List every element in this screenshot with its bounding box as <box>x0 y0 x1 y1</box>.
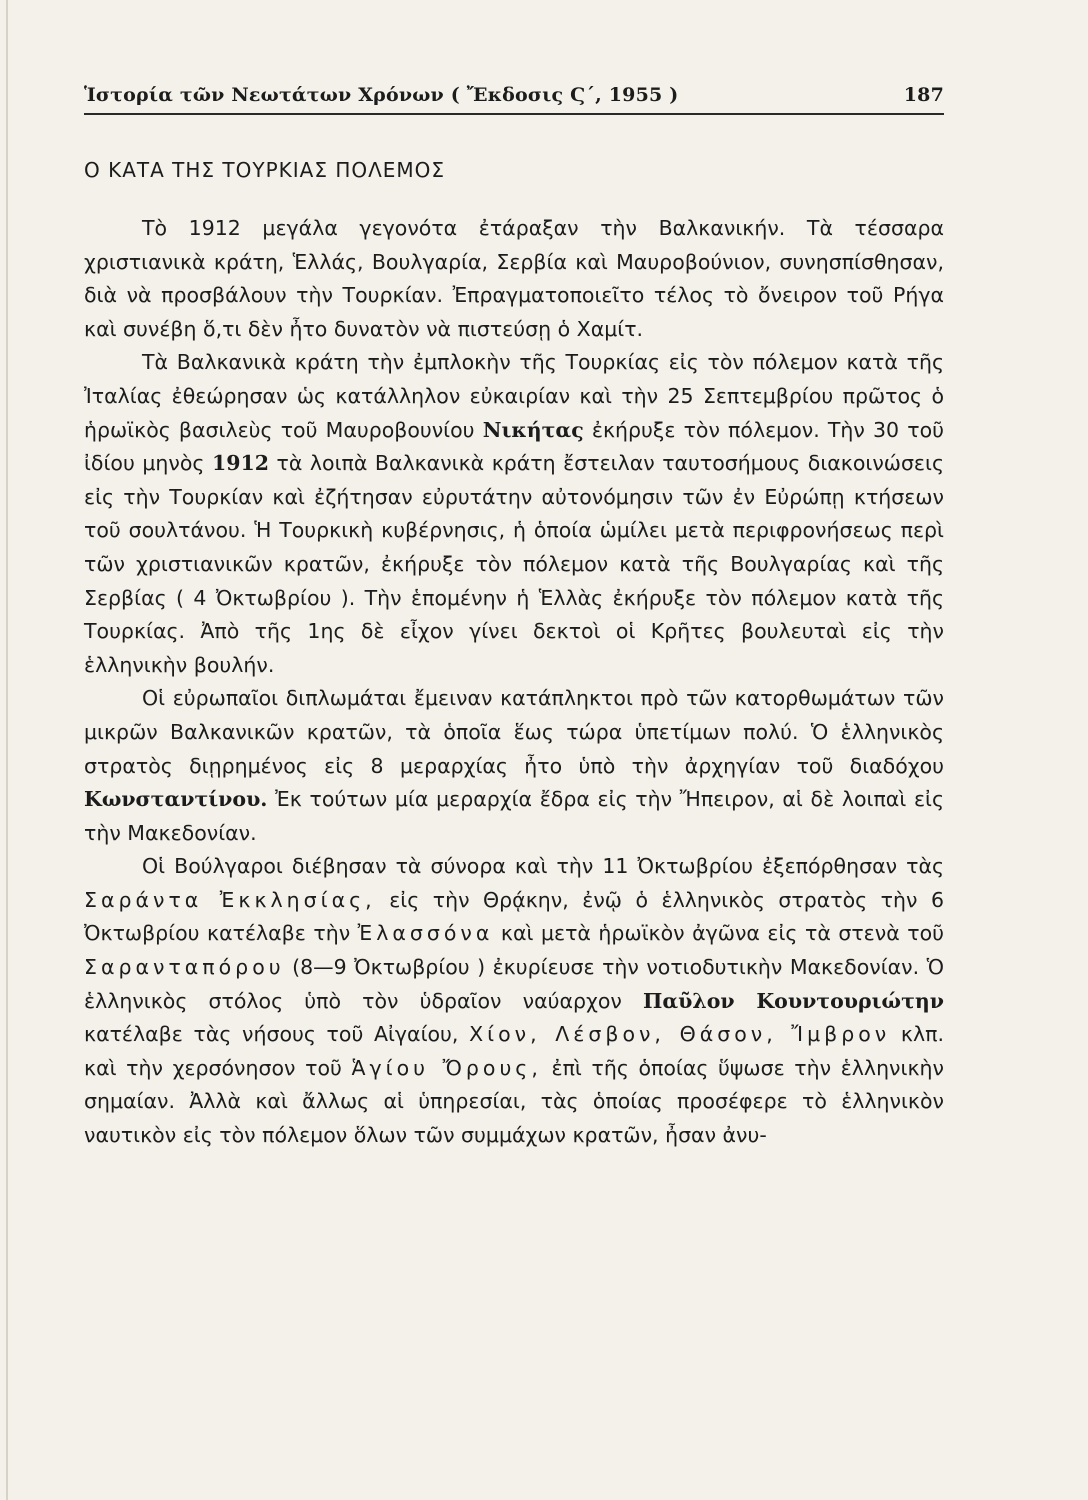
spaced-place-sarantaporo: Σαρανταπόρου <box>84 955 285 980</box>
paragraph-3: Οἱ εὐρωπαῖοι διπλωμάται ἔμειναν κατάπληκτοι πρὸ τῶν κατορθωμάτων τῶν μικρῶν Βαλκανικῶν κρατῶν, τὰ ὁποῖα ἕως τώρα ὑπετίμων πολύ. Ὁ ἑλληνικὸς στρατὸς διῃρημένος εἰς 8 μεραρχίας ἦτο ὑπὸ τὴν ἀρχηγίαν τοῦ διαδόχου Κωνσταντίνου. Ἐκ τούτων μία μεραρχία ἔδρα εἰς τὴν Ἤπειρον, αἱ δὲ λοιπαὶ εἰς τὴν Μακεδονίαν. <box>84 686 944 845</box>
running-title: Ἱστορία τῶν Νεωτάτων Χρόνων ( Ἔκδοσις Ϛ΄, 1955 ) <box>84 84 679 106</box>
body-text <box>84 212 944 1153</box>
bold-name-konstantinos: Κωνσταντίνου. <box>84 787 268 812</box>
bold-year: 1912 <box>211 451 269 476</box>
page-edge-shadow <box>6 0 8 1500</box>
spaced-islands: Χίον, Λέσβον, Θάσον, Ἴμβρον <box>469 1022 891 1047</box>
spaced-agion-oros: Ἁγίου Ὄρους, <box>351 1055 542 1080</box>
bold-name-kountouriotis: Παῦλον Κουντουριώτην <box>642 988 944 1013</box>
spaced-place-elassona: Ἐλασσόνα <box>357 921 494 946</box>
paragraph-2: Τὰ Βαλκανικὰ κράτη τὴν ἐμπλοκὴν τῆς Τουρκίας εἰς τὸν πόλεμον κατὰ τῆς Ἰταλίας ἐθεώρησαν ὡς κατάλληλον εὐκαιρίαν καὶ τὴν 25 Σεπτεμβρίου πρῶτος ὁ ἡρωϊκὸς βασιλεὺς τοῦ Μαυροβουνίου Νικήτας ἐκήρυξε τὸν πόλεμον. Τὴν 30 τοῦ ἰδίου μηνὸς 1912 τὰ λοιπὰ Βαλκανικὰ κράτη ἔστειλαν ταυτοσήμους διακοινώσεις εἰς τὴν Τουρκίαν καὶ ἐζήτησαν εὐρυτάτην αὐτονόμησιν τῶν ἐν Εὐρώπῃ κτήσεων τοῦ σουλτάνου. Ἡ Τουρκικὴ κυβέρνησις, ἡ ὁποία ὡμίλει μετὰ περιφρονήσεως περὶ τῶν χριστιανικῶν κρατῶν, ἐκήρυξε τὸν πόλεμον κατὰ τῆς Βουλγαρίας καὶ τῆς Σερβίας ( 4 Ὀκτωβρίου ). Τὴν ἑπομένην ἡ Ἑλλὰς ἐκήρυξε τὸν πόλεμον κατὰ τῆς Τουρκίας. Ἀπὸ τῆς 1ης δὲ εἶχον γίνει δεκτοὶ οἱ Κρῆτες βουλευταὶ εἰς τὴν ἑλληνικὴν βουλήν. <box>84 350 944 677</box>
bold-name-nikitas: Νικήτας <box>482 417 584 442</box>
spaced-place-saranta: Σαράντα Ἐκκλησίας, <box>84 887 376 912</box>
paragraph-1: Τὸ 1912 μεγάλα γεγονότα ἐτάραξαν τὴν Βαλκανικήν. Τὰ τέσσαρα χριστιανικὰ κράτη, Ἑλλάς, Βουλγαρία, Σερβία καὶ Μαυροβούνιον, συνησπίσθησαν, διὰ νὰ προσβάλουν τὴν Τουρκίαν. Ἐπραγματοποιεῖτο τέλος τὸ ὄνειρον τοῦ Ρήγα καὶ συνέβη ὅ,τι δὲν ἦτο δυνατὸν νὰ πιστεύσῃ ὁ Χαμίτ. <box>84 216 944 341</box>
header-rule <box>84 113 944 115</box>
page-number: 187 <box>903 84 944 106</box>
section-title: Ο ΚΑΤΑ ΤΗΣ ΤΟΥΡΚΙΑΣ ΠΟΛΕΜΟΣ <box>84 158 446 182</box>
paragraph-4: Οἱ Βούλγαροι διέβησαν τὰ σύνορα καὶ τὴν 11 Ὀκτωβρίου ἐξεπόρθησαν τὰς Σαράντα Ἐκκλησίας, εἰς τὴν Θρᾴκην, ἐνῷ ὁ ἑλληνικὸς στρατὸς τὴν 6 Ὀκτωβρίου κατέλαβε τὴν Ἐλασσόνα καὶ μετὰ ἡρωϊκὸν ἀγῶνα εἰς τὰ στενὰ τοῦ Σαρανταπόρου (8—9 Ὀκτωβρίου ) ἐκυρίευσε τὴν νοτιοδυτικὴν Μακεδονίαν. Ὁ ἑλληνικὸς στόλος ὑπὸ τὸν ὑδραῖον ναύαρχον Παῦλον Κουντουριώτην κατέλαβε τὰς νήσους τοῦ Αἰγαίου, Χίον, Λέσβον, Θάσον, Ἴμβρον κλπ. καὶ τὴν χερσόνησον τοῦ Ἁγίου Ὄρους, ἐπὶ τῆς ὁποίας ὕψωσε τὴν ἑλληνικὴν σημαίαν. Ἀλλὰ καὶ ἄλλως αἱ ὑπηρεσίαι, τὰς ὁποίας προσέφερε τὸ ἑλληνικὸν ναυτικὸν εἰς τὸν πόλεμον ὅλων τῶν συμμάχων κρατῶν, ἦσαν ἀνυ- <box>84 854 944 1148</box>
